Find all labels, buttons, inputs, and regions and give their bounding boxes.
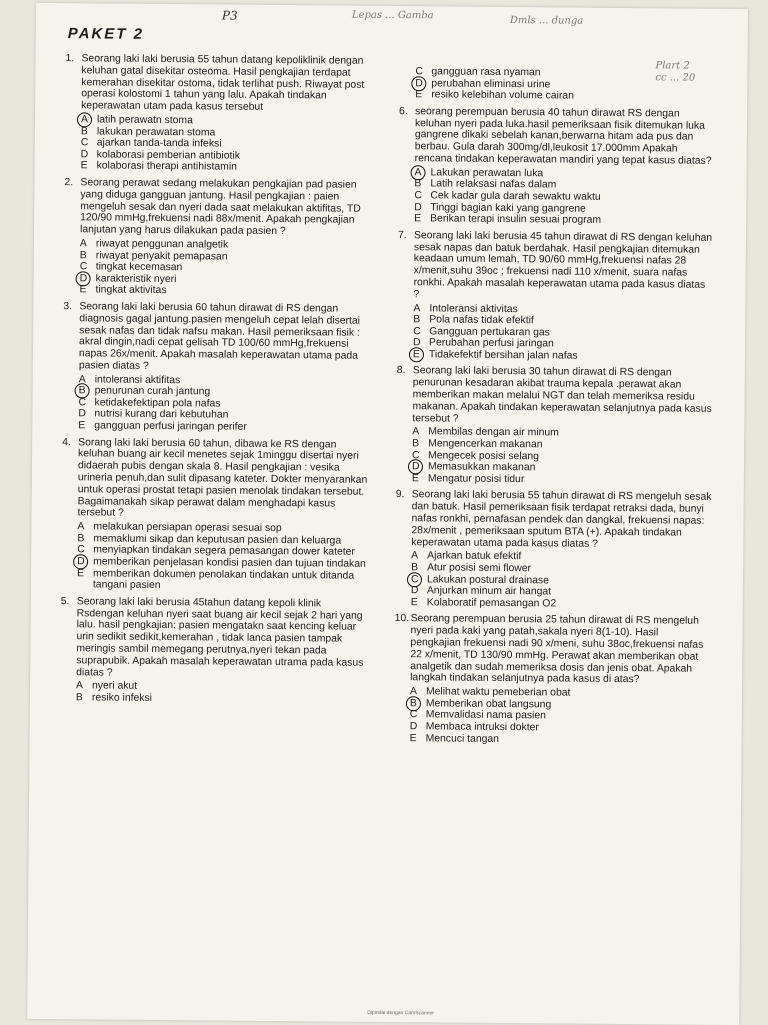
question-item (398, 106, 715, 228)
question-item (399, 66, 715, 104)
option-text: nutrisi kurang dari kebutuhan (94, 408, 229, 422)
option-text: Memvalidasi nama pasien (425, 709, 546, 722)
answer-options (413, 303, 713, 364)
circled-option-letter: B (79, 386, 95, 398)
option-text: tingkat kecemasan (95, 261, 183, 274)
answer-option (412, 473, 712, 487)
option-text: perubahan eliminasi urine (431, 77, 551, 90)
answer-option (415, 89, 715, 103)
option-text: Memasukkan makanan (427, 461, 536, 474)
option-text: Berikan terapi insulin sesuai program (430, 213, 602, 226)
question-item (65, 53, 376, 175)
option-letter: D (409, 721, 418, 733)
question-text: seorang perempuan berusia 40 tahun dirawat RS dengan keluhan nyeri pada luka.hasil pemeriksaan fisik ditemukan luka gangrene dikaki sebelah kanan,berwarna hitam ada pus dan berbau. Gula darah 300mg/dl,leukosit 17.000mm Apakah rencana tindakan keperawatan mandiri yang tepat kasus diatas? (414, 105, 712, 167)
question-item (60, 596, 371, 706)
option-text: ketidakefektipan pola nafas (94, 397, 221, 410)
question-number: 1. (65, 53, 75, 65)
circled-option-letter: E (413, 349, 429, 361)
option-letter: B (80, 125, 88, 137)
option-text: Ajarkan batuk efektif (427, 550, 522, 563)
option-text: Atur posisi semi flower (427, 562, 532, 575)
option-text: Mengatur posisi tidur (427, 473, 525, 486)
answer-options (79, 238, 373, 299)
option-text: memaklumi sikap dan keputusan pasien dan keluarga (93, 533, 342, 547)
option-text: Lakukan perawatan luka (430, 167, 544, 180)
option-letter: C (80, 137, 89, 149)
option-text: Membilas dengan air minum (428, 426, 559, 439)
option-letter: B (79, 249, 87, 261)
answer-options (81, 114, 375, 175)
option-text: Lakukan postural drainase (426, 573, 549, 587)
question-stem (396, 366, 713, 428)
exam-sheet (27, 3, 748, 1025)
question-stem (397, 230, 714, 304)
option-text: ajarkan tanda-tanda infeksi (96, 137, 222, 150)
answer-options (414, 167, 714, 228)
option-text: Tinggi bagian kaki yang gangrene (430, 201, 586, 215)
question-text: Seorang laki laki berusia 60 tahun dirawat di RS dengan diagnosis gagal jantung.pasien mengeluh cepat lelah disertai sesak nafas dan tidak nafsu makan. Hasil pemeriksaan fisik : akral dingin,nadi cepat gelisah TD 100/60 mmHg,frekuensi napas 26x/menit. Apakah masalah keperawatan utama pada pasien diatas ? (78, 301, 361, 372)
option-letter: D (410, 585, 419, 597)
question-number: 9. (395, 489, 405, 501)
question-number: 7. (397, 229, 407, 241)
circled-option-letter: D (77, 556, 93, 568)
option-letter: C (77, 544, 85, 556)
answer-options (411, 551, 711, 612)
option-letter: D (80, 149, 89, 161)
option-letter: A (78, 373, 86, 386)
option-text: menyiapkan tindakan segera pemasangan dower kateter (93, 544, 355, 559)
question-item (61, 437, 372, 594)
question-text: Sorang laki laki berusia 60 tahun, dibawa ke RS dengan keluhan buang air kecil menetes sejak 1minggu disertai nyeri didaerah pubis dengan skala 8. Hasil pengkajian : vesika urineria penuh,dan sulit dipasang kateter. Dokter menyarankan untuk operasi prostat tetapi pasien menolak tindakan tersebut. Bagaimanakah sikap perawat dalam menghadapi kasus tersebut ? (77, 436, 368, 520)
option-text: riwayat penyakit pemapasan (95, 249, 228, 263)
answer-options (78, 374, 372, 435)
option-text: tingkat aktivitas (95, 284, 167, 297)
option-letter: A (412, 426, 420, 438)
option-letter: C (79, 261, 88, 273)
option-text: resiko infeksi (91, 692, 153, 704)
option-text: Memberikan obat langsung (425, 698, 552, 711)
option-text: gangguan perfusi jaringan perifer (94, 420, 247, 433)
option-letter: C (409, 709, 418, 721)
handwritten-note: Lepas ... Gamba (351, 9, 434, 22)
option-letter: A (79, 238, 87, 250)
question-stem (60, 596, 371, 681)
question-item (397, 230, 714, 364)
option-letter: D (78, 408, 86, 420)
question-text: Seorang laki laki berusia 45tahun datang kepoli klinik Rsdengan keluhan nyeri saat buang air kecil sejak 2 hari yang lalu. hasil pengkajian: pasien mengatakn saat kencing keluar urin sedikit sedikit,kemerahan , tidak lanca pasien tampak meringis sambil memegang perutnya,nyeri tekan pada suprapubik. Apakah masalah keperawatan utrama pada kasus diatas ? (76, 596, 364, 679)
option-text: gangguan rasa nyaman (431, 66, 541, 79)
question-text: Seorang laki laki berusia 30 tahun dirawat di RS dengan penurunan kesadaran akibat trauma kepala .perawat akan memberikan makan melalui NGT dan telah memeriksa residu makanan. Apakah tindakan keperawatan selanjutnya pada kasus tersebut ? (412, 365, 712, 425)
handwritten-note: Dmls ... dunga (509, 15, 584, 27)
question-text: Seorang laki laki berusia 55 tahun datang kepoliklinik dengan keluhan gatal disekitar osteoma. Hasil pengkajian terdapat kemerahan disekitar ostoma, tidak terlihat push. Riwayat post operasi kolostomi 1 tahun yang lalu. Apakah tindakan keperawatan utam pada kasus tersebut (81, 53, 365, 114)
question-text: Seorang perawat sedang melakukan pengkajian pad pasien yang diduga gangguan jantung. Hasil pengkajian : paien mengeluh sesak dan nyeri dada saat melakukan aktifitas, TD 120/90 mmHg,frekuensi nadi 88x/menit. Apakah pengkajian lanjutan yang harus dilakukan pada pasien ? (79, 177, 361, 238)
option-text: Tidakefektif bersihan jalan nafas (428, 349, 578, 362)
question-item (62, 301, 373, 434)
option-text: resiko kelebihan volume cairan (431, 89, 574, 102)
answer-option (77, 568, 371, 594)
option-letter: E (415, 89, 423, 101)
option-text: lakukan perawatan stoma (96, 126, 216, 139)
option-letter: E (414, 213, 422, 225)
answer-option (411, 597, 711, 611)
question-number: 3. (63, 301, 73, 313)
option-text: Mencuci tangan (425, 732, 500, 745)
question-item (396, 366, 713, 488)
question-item (394, 613, 711, 747)
option-letter: A (413, 302, 421, 314)
page-title: PAKET 2 (67, 25, 145, 43)
option-letter: B (77, 533, 85, 545)
option-letter: A (411, 550, 419, 562)
question-item (395, 489, 712, 611)
question-stem (62, 437, 373, 522)
option-text: Gangguan pertukaran gas (429, 326, 550, 339)
option-letter: E (76, 567, 85, 579)
circled-option-letter: D (415, 78, 431, 90)
question-number: 2. (64, 177, 74, 189)
option-text: Anjurkan minum air hangat (426, 585, 552, 598)
option-letter: C (415, 66, 423, 78)
circled-option-letter: D (80, 273, 96, 285)
answer-options (76, 681, 370, 707)
left-column (60, 53, 376, 711)
question-number: 6. (399, 105, 408, 117)
option-letter: B (411, 562, 419, 574)
handwritten-note: Plart 2 (655, 60, 690, 72)
circled-option-letter: C (411, 574, 427, 586)
question-stem (395, 489, 712, 551)
answer-option (78, 420, 372, 434)
question-item (63, 177, 374, 299)
option-letter: E (411, 473, 419, 485)
handwritten-note: P3 (221, 8, 238, 23)
option-text: Melihat waktu pemeberian obat (425, 686, 571, 699)
option-text: Membaca intruksi dokter (425, 721, 539, 734)
option-letter: C (413, 325, 421, 337)
answer-option (79, 285, 373, 299)
question-stem (65, 53, 376, 115)
option-text: latih perawatn stoma (96, 114, 193, 127)
circled-option-letter: A (414, 167, 430, 179)
option-letter: C (412, 449, 420, 461)
option-text: Latih relaksasi nafas dalam (430, 178, 557, 191)
option-text: penurunan curah jantung (94, 385, 211, 398)
option-text: Cek kadar gula darah sewaktu waktu (430, 190, 601, 203)
option-letter: E (409, 732, 417, 744)
option-letter: E (78, 420, 86, 432)
option-letter: A (76, 680, 84, 692)
option-text: karakteristik nyeri (95, 273, 177, 285)
question-stem (63, 301, 374, 374)
scanner-footer: Dipindai dengan CamScanner (367, 1009, 434, 1017)
option-letter: B (414, 178, 422, 190)
question-number: 10. (394, 613, 410, 625)
answer-options (77, 522, 372, 594)
question-stem (399, 106, 716, 168)
option-text: Mengencerkan makanan (428, 438, 543, 451)
question-stem (64, 177, 375, 239)
option-text: riwayat penggunan analgetik (95, 238, 229, 251)
option-text: kolaborasi therapi antihistamin (96, 160, 237, 174)
circled-option-letter: B (410, 698, 426, 710)
question-number: 5. (60, 595, 70, 608)
option-text: melakukan persiapan operasi sesuai sop (93, 521, 282, 535)
option-text: Mengecek posisi selang (428, 449, 540, 462)
option-text: memberikan dokumen penolakan tindakan untuk ditanda tangani pasien (92, 568, 355, 592)
answer-options (415, 66, 715, 103)
option-letter: B (412, 438, 420, 450)
question-text: Seorang laki laki berusia 55 tahun dirawat di RS mengeluh sesak dan batuk. Hasil pemeriksaan fisik terdapat retraksi dada, bunyi nafas ronkhi, pernafasan pendek dan dangkal, frekuensi napas: 28x/menit , pemeriksaan sputum BTA (+). Apakah tindakan keperawatan utama pada kasus diatas ? (411, 489, 712, 550)
circled-option-letter: A (81, 114, 97, 126)
right-column (394, 64, 716, 752)
option-text: Kolaboratif pemasangan O2 (426, 597, 557, 610)
option-text: Intoleransi aktivitas (429, 302, 518, 315)
option-text: nyeri akut (92, 680, 138, 693)
handwritten-note: cc ... 20 (655, 72, 696, 84)
answer-options (412, 427, 712, 488)
option-letter: C (414, 190, 422, 202)
option-letter: B (75, 692, 83, 704)
option-letter: E (80, 160, 88, 172)
option-text: Perubahan perfusi jaringan (429, 337, 554, 350)
option-letter: E (410, 596, 418, 609)
circled-option-letter: D (412, 461, 428, 473)
answer-option (410, 733, 710, 747)
question-number: 8. (396, 365, 406, 377)
question-stem (394, 613, 711, 687)
option-text: memberikan penjelasan kondisi pasien dan tujuan tindakan (93, 556, 366, 570)
option-letter: C (78, 397, 87, 409)
answer-options (410, 686, 710, 747)
option-letter: B (413, 314, 421, 326)
option-text: intoleransi aktifitas (94, 374, 181, 386)
question-number: 4. (62, 436, 71, 448)
question-text: Seorang perempuan berusia 25 tahun dirawat di RS mengeluh nyeri pada kaki yang patah,sakala nyeri 8(1-10). Hasil pengkajian frekuensi nadi 90 x/meni, suhu 38oc,frekuensi nafas 22 x/menit, TD 130/90 mmHg. Perawat akan memberikan obat analgetik dan sudah memeriksa dosis dan jenis obat. Apakah langkah tindakan selanjutnya pada kasus di atas? (410, 613, 704, 686)
option-text: kolaborasi pemberian antibiotik (96, 149, 240, 162)
option-text: Pola nafas tidak efektif (429, 314, 534, 327)
option-letter: A (409, 686, 418, 698)
answer-option (76, 692, 370, 706)
option-letter: A (77, 521, 85, 533)
answer-option (413, 349, 713, 363)
answer-option (414, 213, 714, 227)
question-text: Seorang laki laki berusia 45 tahun dirawat di RS dengan keluhan sesak napas dan batuk berdahak. Hasil pengkajian ditemukan keadaan umum lemah, TD 90/60 mmHg,frekuensi nafas 28 x/menit,suhu 39oc ; frekuensi nadi 110 x/menit, suara nafas ronkhi. Apakah masalah keperawatan utama pada kasus diatas ? (413, 229, 713, 300)
option-letter: D (413, 337, 421, 349)
option-letter: E (79, 284, 87, 296)
option-letter: D (414, 201, 422, 213)
answer-option (81, 161, 375, 175)
